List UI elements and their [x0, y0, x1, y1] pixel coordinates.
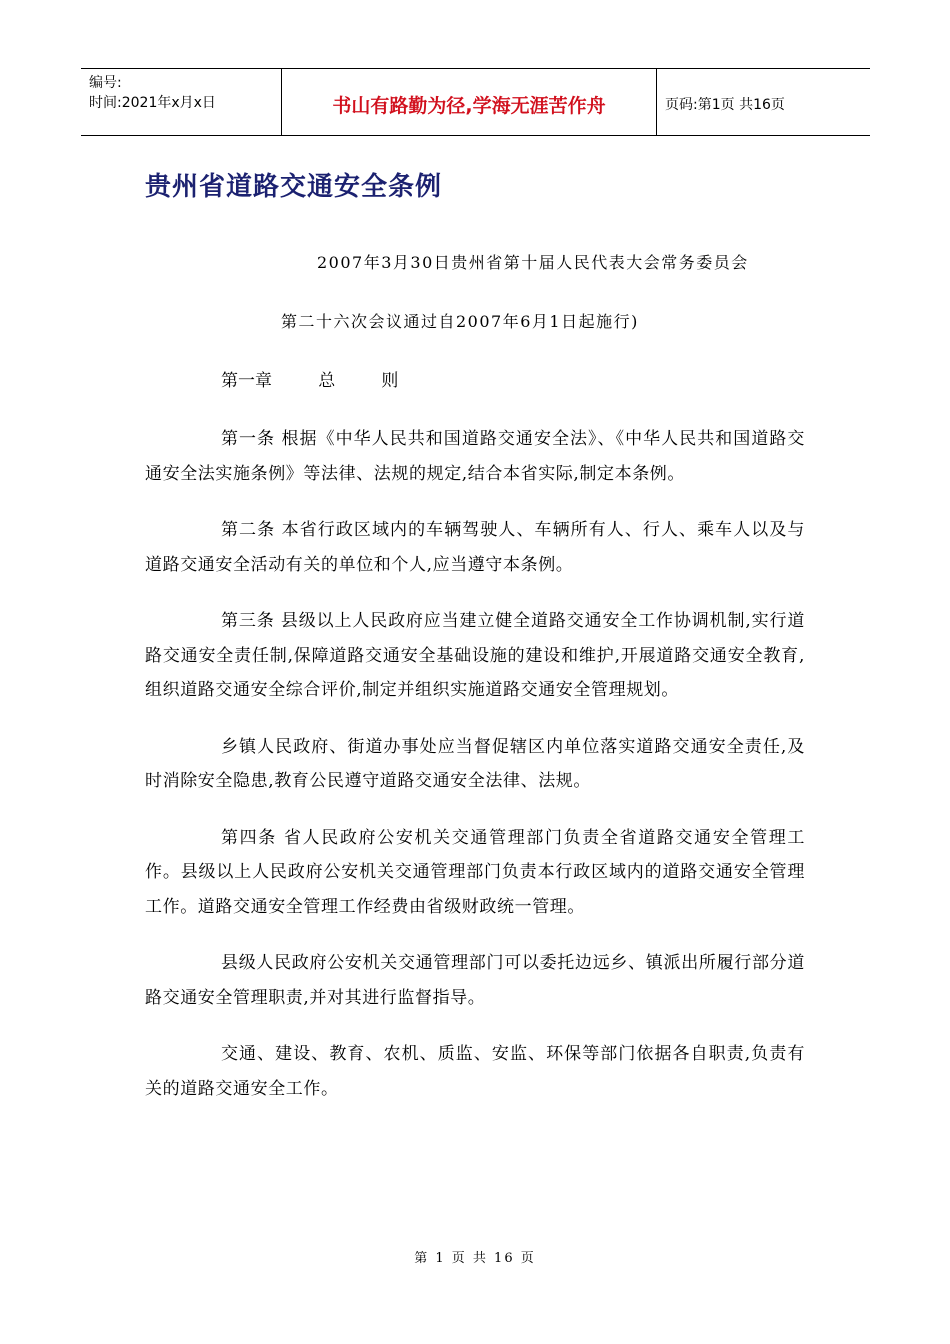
article-4: 第四条 省人民政府公安机关交通管理部门负责全省道路交通安全管理工作。县级以上人民政府公安机关交通管理部门负责本行政区域内的道路交通安全管理工作。道路交通安全管理工作经费由省级财政统一管理。 [145, 827, 805, 917]
subtitle-line-2: 第二十六次会议通过自2007年6月1日起施行) [281, 312, 639, 331]
document-title: 贵州省道路交通安全条例 [145, 172, 443, 202]
number-label: 编号: [89, 75, 122, 91]
time-label: 时间:2021年x月x日 [89, 95, 216, 111]
article-4-paragraph-2: 县级人民政府公安机关交通管理部门可以委托边远乡、镇派出所履行部分道路交通安全管理职责,并对其进行监督指导。 [145, 953, 805, 1008]
subtitle-line-1: 2007年3月30日贵州省第十届人民代表大会常务委员会 [317, 253, 749, 272]
header-page-info: 页码:第1页 共16页 [665, 97, 785, 113]
page-footer: 第 1 页 共 16 页 [414, 1251, 536, 1266]
article-3-paragraph-2: 乡镇人民政府、街道办事处应当督促辖区内单位落实道路交通安全责任,及时消除安全隐患,教育公民遵守道路交通安全法律、法规。 [145, 736, 805, 791]
header-motto: 书山有路勤为径,学海无涯苦作舟 [282, 69, 657, 135]
article-2: 第二条 本省行政区域内的车辆驾驶人、车辆所有人、行人、乘车人以及与道路交通安全活动有关的单位和个人,应当遵守本条例。 [145, 520, 805, 575]
page-header [81, 68, 870, 136]
article-3: 第三条 县级以上人民政府应当建立健全道路交通安全工作协调机制,实行道路交通安全责任制,保障道路交通安全基础设施的建设和维护,开展道路交通安全教育,组织道路交通安全综合评价,制定并组织实施道路交通安全管理规划。 [145, 611, 805, 700]
article-1: 第一条 根据《中华人民共和国道路交通安全法》、《中华人民共和国道路交通安全法实施条例》等法律、法规的规定,结合本省实际,制定本条例。 [145, 429, 805, 484]
body-paragraphs [145, 422, 805, 1128]
header-meta [81, 69, 282, 135]
article-4-paragraph-3: 交通、建设、教育、农机、质监、安监、环保等部门依据各自职责,负责有关的道路交通安全工作。 [145, 1044, 805, 1099]
chapter-heading: 第一章 总 则 [221, 371, 399, 391]
